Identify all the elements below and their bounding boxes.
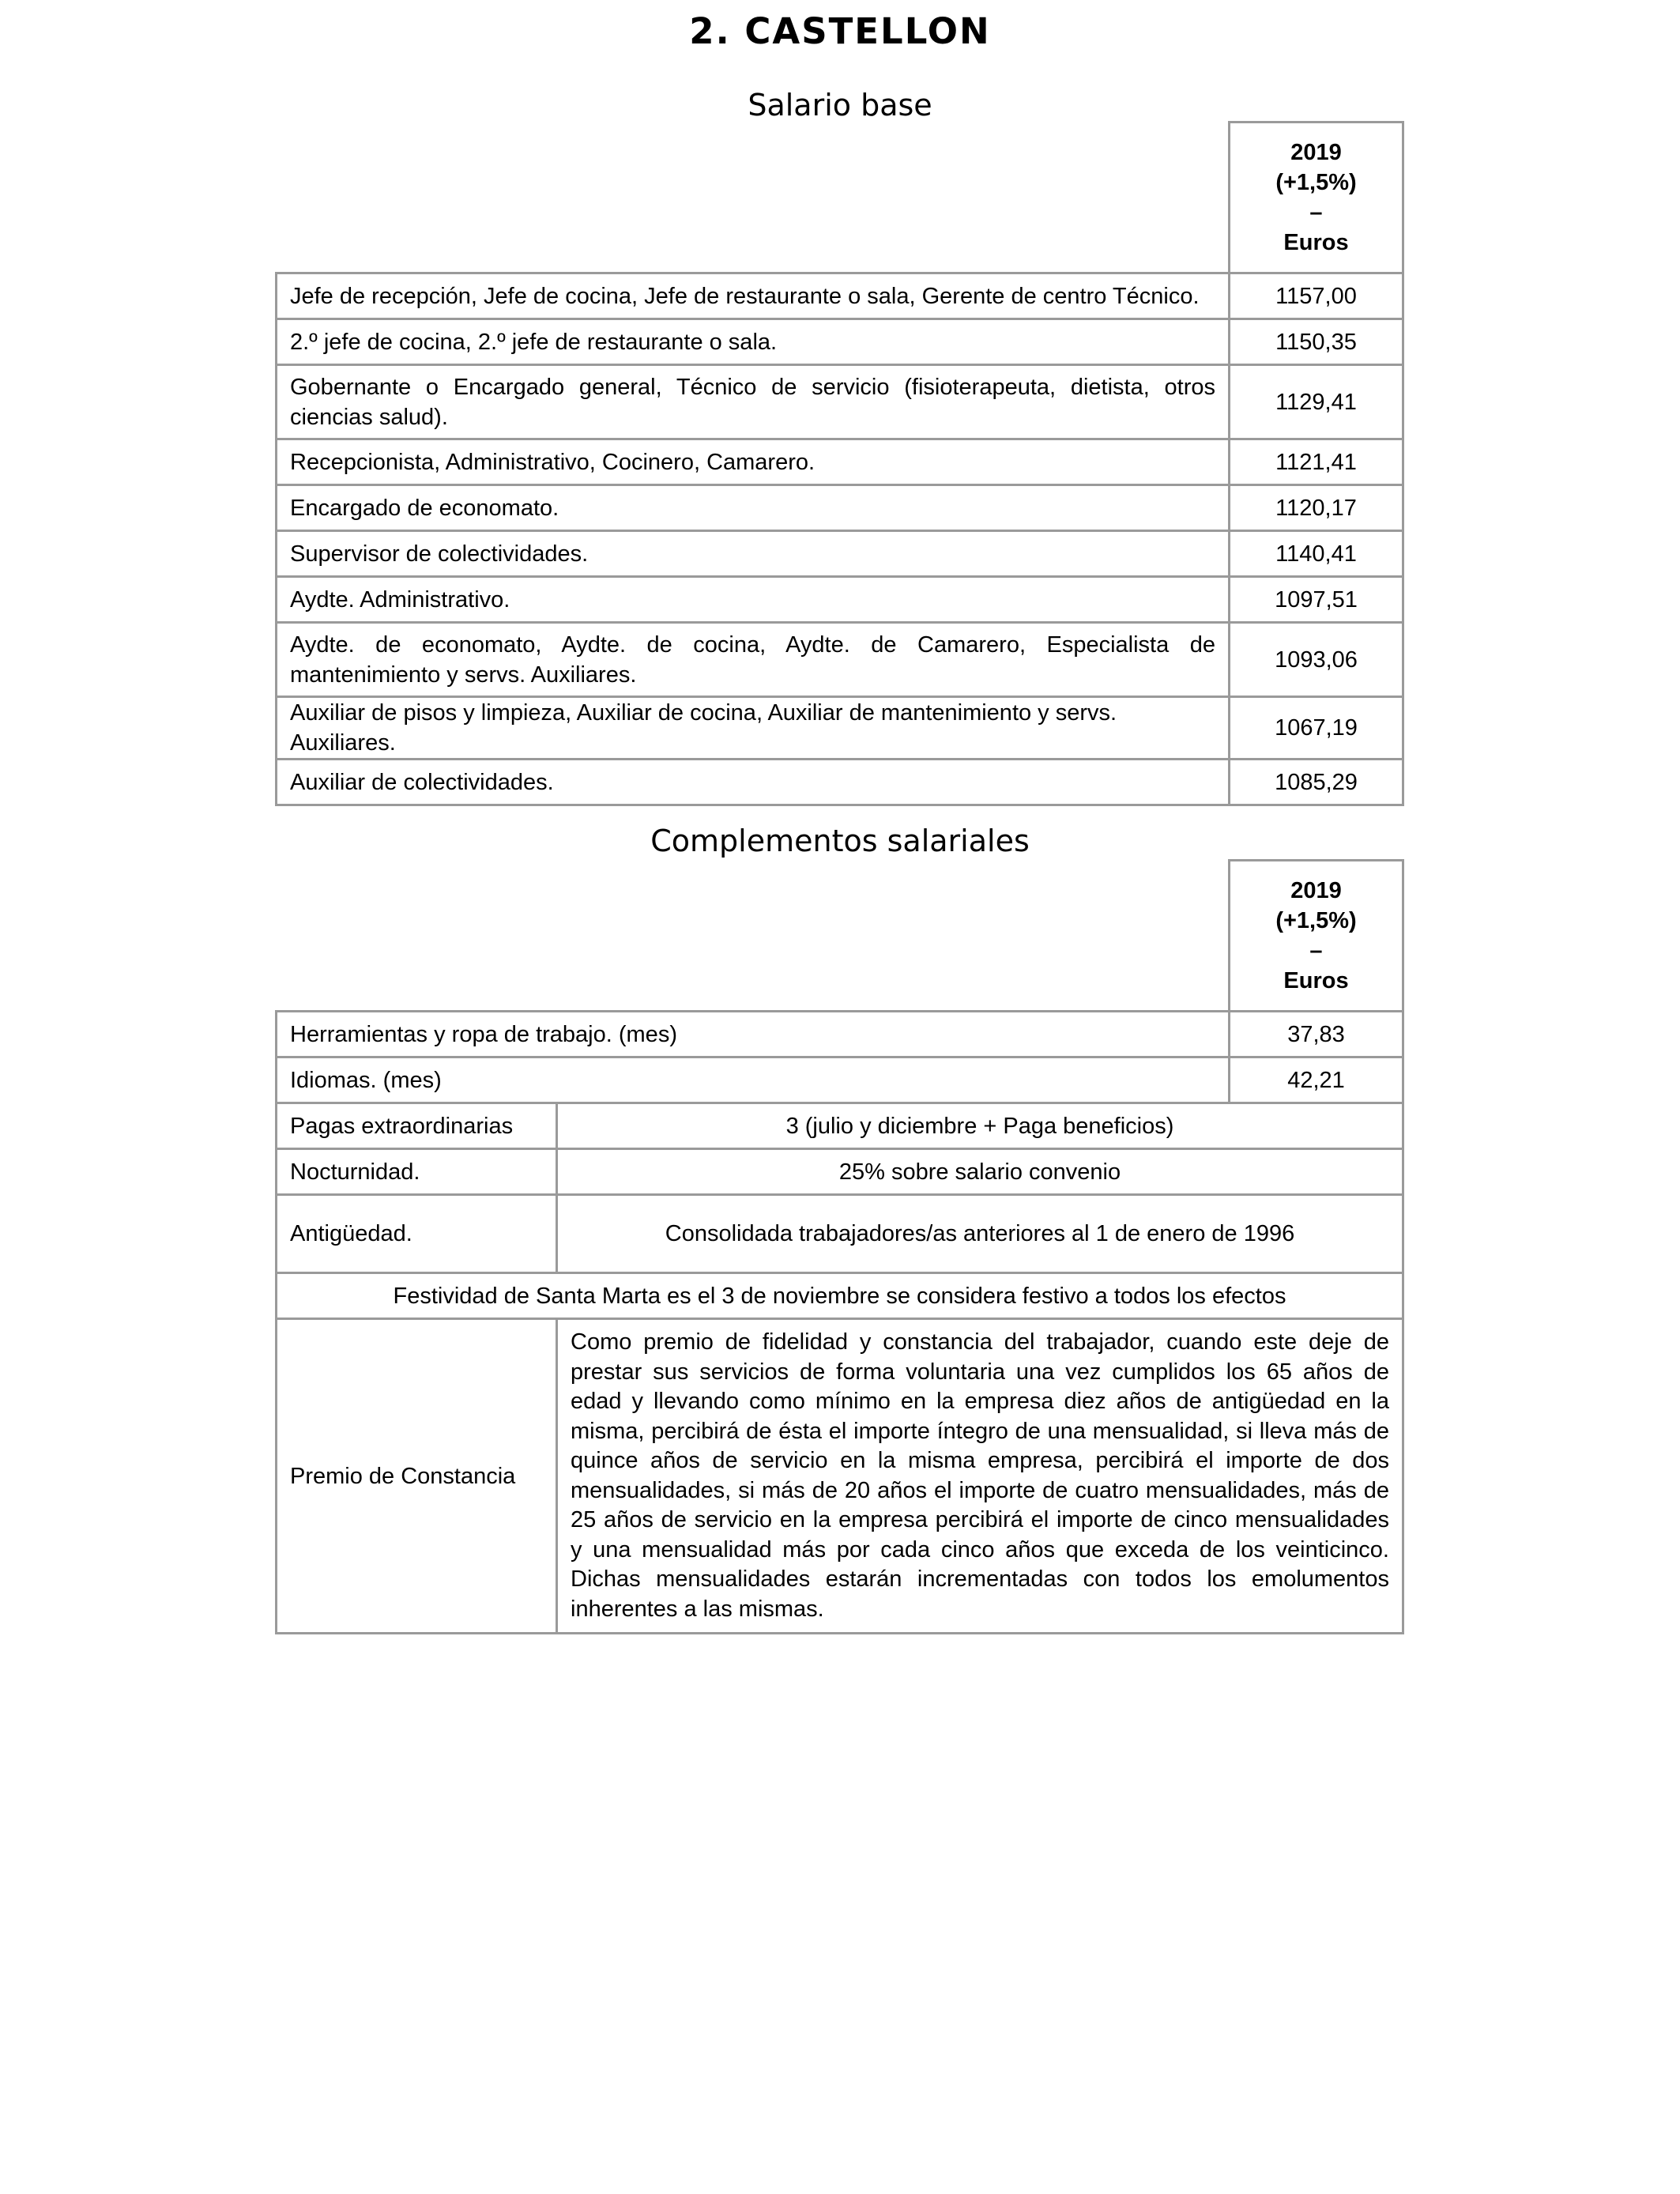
table-row-herramientas	[277, 1012, 1403, 1057]
category-cell: Jefe de recepción, Jefe de cocina, Jefe de restaurante o sala, Gerente de centro Técnico.	[277, 273, 1230, 319]
category-cell: Auxiliar de pisos y limpieza, Auxiliar de cocina, Auxiliar de mantenimiento y servs. Auxiliares.	[277, 697, 1230, 760]
header-increase: (+1,5%)	[1275, 908, 1357, 933]
nocturnidad-label: Nocturnidad.	[277, 1149, 557, 1195]
idiomas-label: Idiomas. (mes)	[277, 1057, 1230, 1103]
table-header-row	[277, 861, 1403, 1012]
header-unit: Euros	[1283, 968, 1349, 993]
table-row	[277, 577, 1403, 623]
table-row	[277, 273, 1403, 319]
header-dash: –	[1309, 200, 1323, 225]
table-row-pagas	[277, 1103, 1403, 1149]
header-year: 2019	[1290, 140, 1342, 165]
salary-value-cell: 1085,29	[1230, 760, 1403, 805]
pagas-label: Pagas extraordinarias	[277, 1103, 557, 1149]
complementos-salariales-table	[275, 859, 1404, 1634]
column-header-2019-euros	[1230, 123, 1403, 273]
header-increase: (+1,5%)	[1275, 170, 1357, 195]
salary-value-cell: 1150,35	[1230, 319, 1403, 365]
premio-label: Premio de Constancia	[277, 1319, 557, 1634]
category-cell: 2.º jefe de cocina, 2.º jefe de restaurante o sala.	[277, 319, 1230, 365]
table-row	[277, 623, 1403, 697]
header-year: 2019	[1290, 878, 1342, 903]
salary-value-cell: 1097,51	[1230, 577, 1403, 623]
category-cell: Supervisor de colectividades.	[277, 531, 1230, 577]
table-row-festividad	[277, 1273, 1403, 1319]
antiguedad-value: Consolidada trabajadores/as anteriores al 1 de enero de 1996	[557, 1195, 1403, 1273]
table-row-antiguedad	[277, 1195, 1403, 1273]
table-row	[277, 485, 1403, 531]
category-cell: Aydte. Administrativo.	[277, 577, 1230, 623]
salario-base-table	[275, 121, 1404, 806]
festividad-note: Festividad de Santa Marta es el 3 de noviembre se considera festivo a todos los efectos	[277, 1273, 1403, 1319]
category-cell: Encargado de economato.	[277, 485, 1230, 531]
complementos-salariales-title: Complementos salariales	[650, 824, 1030, 858]
pagas-value: 3 (julio y diciembre + Paga beneficios)	[557, 1103, 1403, 1149]
page-title: 2. CASTELLON	[689, 10, 991, 52]
salary-value-cell: 1120,17	[1230, 485, 1403, 531]
salary-value-cell: 1121,41	[1230, 439, 1403, 485]
table-row-nocturnidad	[277, 1149, 1403, 1195]
table-row-premio	[277, 1319, 1403, 1634]
table-row	[277, 697, 1403, 760]
table-row	[277, 760, 1403, 805]
salary-value-cell: 1067,19	[1230, 697, 1403, 760]
header-blank-cell	[277, 123, 1230, 273]
category-cell: Gobernante o Encargado general, Técnico de servicio (fisioterapeuta, dietista, otros ciencias salud).	[277, 365, 1230, 439]
salary-value-cell: 1157,00	[1230, 273, 1403, 319]
salario-base-title: Salario base	[748, 88, 932, 123]
header-unit: Euros	[1283, 230, 1349, 255]
table-row	[277, 439, 1403, 485]
salary-value-cell: 1093,06	[1230, 623, 1403, 697]
category-cell: Aydte. de economato, Aydte. de cocina, Aydte. de Camarero, Especialista de mantenimiento y servs. Auxiliares.	[277, 623, 1230, 697]
table-row	[277, 531, 1403, 577]
header-dash: –	[1309, 938, 1323, 963]
herramientas-label: Herramientas y ropa de trabajo. (mes)	[277, 1012, 1230, 1057]
nocturnidad-value: 25% sobre salario convenio	[557, 1149, 1403, 1195]
category-cell: Recepcionista, Administrativo, Cocinero, Camarero.	[277, 439, 1230, 485]
idiomas-value: 42,21	[1230, 1057, 1403, 1103]
herramientas-value: 37,83	[1230, 1012, 1403, 1057]
salary-value-cell: 1140,41	[1230, 531, 1403, 577]
table-row	[277, 365, 1403, 439]
table-row-idiomas	[277, 1057, 1403, 1103]
premio-description: Como premio de fidelidad y constancia del trabajador, cuando este deje de prestar sus servicios de forma voluntaria una vez cumplidos los 65 años de edad y llevando como mínimo en la empresa diez años de antigüedad en la misma, percibirá de ésta el importe íntegro de una mensualidad, si lleva más de quince años de servicio en la misma empresa, percibirá el importe de dos mensualidades, si más de 20 años el importe de cuatro mensualidades, más de 25 años de servicio en la empresa percibirá el importe de cinco mensualidades y una mensualidad más por cada cinco años que exceda de los veinticinco. Dichas mensualidades estarán incrementadas con todos los emolumentos inherentes a las mismas.	[557, 1319, 1403, 1634]
column-header-2019-euros	[1230, 861, 1403, 1012]
table-row	[277, 319, 1403, 365]
salary-value-cell: 1129,41	[1230, 365, 1403, 439]
antiguedad-label: Antigüedad.	[277, 1195, 557, 1273]
table-header-row	[277, 123, 1403, 273]
category-cell: Auxiliar de colectividades.	[277, 760, 1230, 805]
header-blank-cell	[277, 861, 1230, 1012]
